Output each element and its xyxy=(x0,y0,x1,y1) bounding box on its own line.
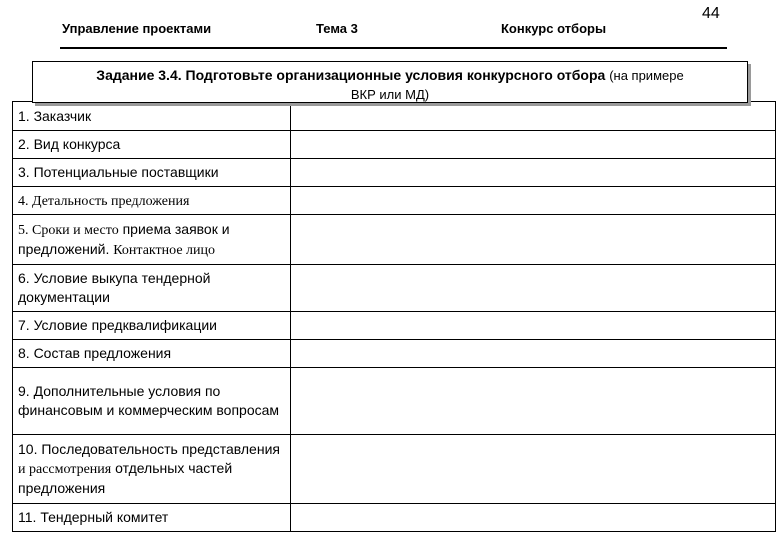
row-label-text: 5. Сроки и место xyxy=(18,222,119,238)
table-row xyxy=(13,159,776,187)
page-number: 44 xyxy=(702,5,720,22)
row-label-text: 9. Дополнительные условия по финансовым и коммерческим вопросам xyxy=(18,383,280,418)
table-row xyxy=(13,340,776,368)
row-label xyxy=(13,102,291,131)
row-label-text: 3. Потенциальные поставщики xyxy=(18,164,219,180)
table-row xyxy=(13,368,776,435)
table-row xyxy=(13,504,776,532)
header-topic: Тема 3 xyxy=(316,21,358,36)
row-label-text: 6. Условие выкупа тендерной документации xyxy=(18,270,211,305)
table-row xyxy=(13,215,776,265)
header-section: Конкурс отборы xyxy=(501,21,607,36)
row-label xyxy=(13,159,291,187)
row-value-cell[interactable] xyxy=(291,435,776,504)
task-title: Задание 3.4. Подготовьте организационные условия конкурсного отбора xyxy=(96,67,606,83)
row-label xyxy=(13,435,291,504)
table-row xyxy=(13,435,776,504)
row-value-cell[interactable] xyxy=(291,265,776,312)
table-row xyxy=(13,102,776,131)
row-label xyxy=(13,368,291,435)
row-value-cell[interactable] xyxy=(291,131,776,159)
row-value-cell[interactable] xyxy=(291,368,776,435)
row-label-text: 4. Детальность предложения xyxy=(18,193,190,209)
table-row xyxy=(13,265,776,312)
row-label-text: 7. Условие предквалификации xyxy=(18,317,217,333)
row-label-text: отдельных частей предложения xyxy=(18,460,233,496)
row-value-cell[interactable] xyxy=(291,159,776,187)
header-course: Управление проектами xyxy=(62,21,212,36)
row-value-cell[interactable] xyxy=(291,504,776,532)
table-row xyxy=(13,312,776,340)
row-label-text: Контактное лицо xyxy=(113,242,215,258)
task-note-start: (на примере xyxy=(609,68,684,83)
row-value-cell[interactable] xyxy=(291,312,776,340)
row-label xyxy=(13,312,291,340)
table-row xyxy=(13,131,776,159)
row-label-text: 1. Заказчик xyxy=(18,107,92,124)
row-value-cell[interactable] xyxy=(291,215,776,265)
requirements-table xyxy=(12,101,776,532)
row-label-text: 8. Состав предложения xyxy=(18,345,172,361)
header-rule xyxy=(60,47,727,49)
row-value-cell[interactable] xyxy=(291,102,776,131)
table-row xyxy=(13,187,776,215)
row-label-text: 10. Последовательность представления xyxy=(18,441,280,457)
row-label-text: и рассмотрения xyxy=(18,462,112,477)
row-value-cell[interactable] xyxy=(291,340,776,368)
row-label-text: 2. Вид конкурса xyxy=(18,136,121,152)
task-box xyxy=(32,61,748,103)
row-label-text: 11. Тендерный комитет xyxy=(18,509,169,525)
row-label xyxy=(13,340,291,368)
row-label xyxy=(13,504,291,532)
task-note-end: ВКР или МД) xyxy=(350,87,430,102)
row-label-text: приема заявок и предложений. xyxy=(18,220,230,257)
row-label xyxy=(13,265,291,312)
row-label xyxy=(13,187,291,215)
row-value-cell[interactable] xyxy=(291,187,776,215)
row-label xyxy=(13,215,291,265)
row-label xyxy=(13,131,291,159)
